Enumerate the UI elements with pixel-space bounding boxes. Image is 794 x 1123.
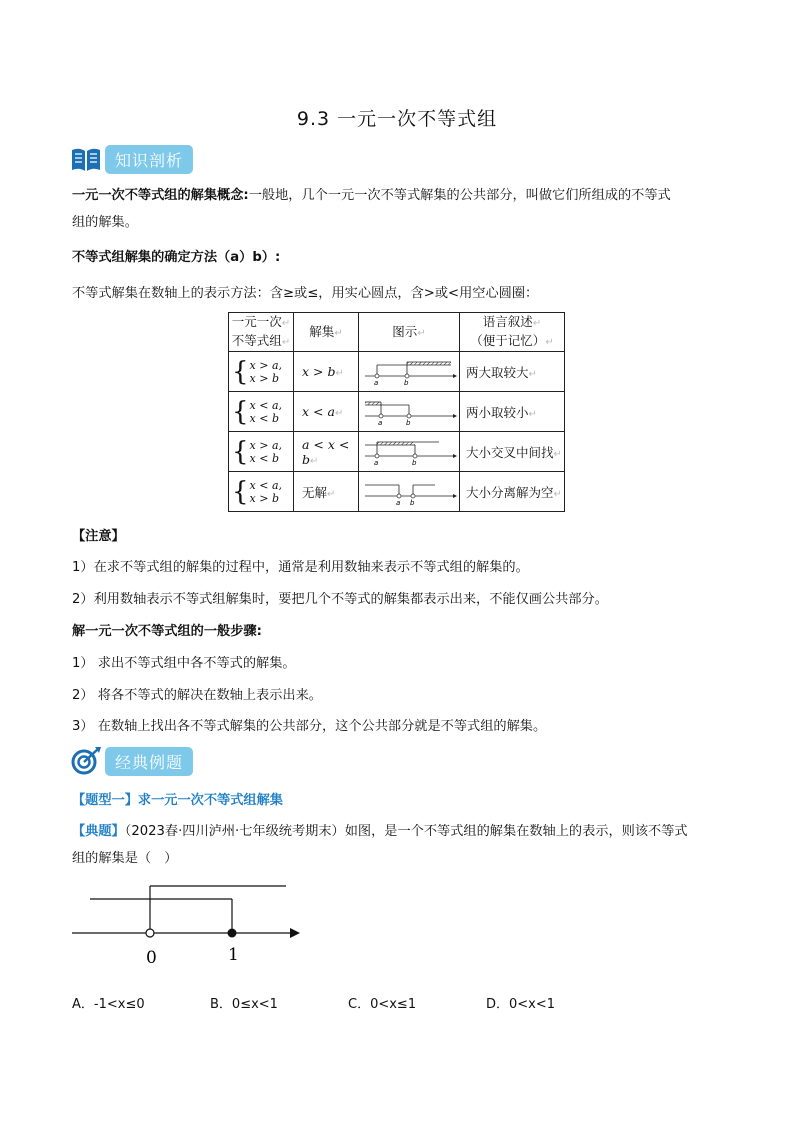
example-tag: 【典题】 [72,824,125,839]
solution-cell: x > b↵ [294,352,359,392]
phrase-cell: 大小交叉中间找↵ [460,432,565,472]
question-type-label: 【题型一】求一元一次不等式组解集 [72,793,283,808]
axis-label-a: a [374,459,379,467]
table-row [229,472,565,512]
phrase-cell: 大小分离解为空↵ [460,472,565,512]
example-text-1: 如图，是一个不等式组的解集在数轴上的表示，则该不等式 [344,824,688,839]
method-heading: 不等式组解集的确定方法（a）b）: [72,250,281,265]
axis-label-b: b [410,499,415,507]
header-system: 一元一次↵ 不等式组↵ [229,313,294,352]
solution-cell: a < x < b↵ [294,432,359,472]
number-line-diagram [359,392,459,428]
phrase-cell: 两大取较大↵ [460,352,565,392]
open-point-0 [146,929,154,937]
target-icon [70,746,102,776]
closed-point-1 [228,929,237,938]
option-c[interactable]: C．0<x≤1 [348,997,417,1012]
axis-arrow [290,928,300,938]
definition-term: 一元一次不等式组的解集概念: [72,188,249,203]
section-banner-examples [70,746,193,776]
table-row [229,352,565,392]
steps-heading: 解一元一次不等式组的一般步骤: [72,624,262,639]
system-cell: { x > a, x > b [229,352,294,392]
table-header-row [229,313,565,352]
open-book-icon [70,144,102,174]
axis-label-a: a [378,419,383,427]
axis-label-a: a [396,499,401,507]
system-cell: { x < a, x > b [229,472,294,512]
number-line-rule: 不等式解集在数轴上的表示方法：含≥或≤，用实心圆点，含>或<用空心圆圈： [72,286,539,301]
axis-label-b: b [404,379,409,387]
header-solution: 解集↵ [294,313,359,352]
section-label: 知识剖析 [105,145,193,174]
tick-label-0: 0 [146,948,157,968]
section-banner-knowledge [70,144,193,174]
system-cell: { x < a, x < b [229,392,294,432]
section-label: 经典例题 [105,747,193,776]
page-title: 9.3 一元一次不等式组 [296,108,498,130]
note-item-2: 2）利用数轴表示不等式组解集时，要把几个不等式的解集都表示出来，不能仅画公共部分。 [72,592,608,607]
definition-text-2: 组的解集。 [72,215,138,230]
diagram-cell [359,392,460,432]
definition-paragraph [72,182,724,236]
number-line-diagram [359,432,459,468]
number-line-diagram [359,352,459,388]
step-1: 1） 求出不等式组中各不等式的解集。 [72,656,296,671]
solution-cell: x < a↵ [294,392,359,432]
notes-heading: 【注意】 [72,529,125,544]
table-row [229,392,565,432]
step-3: 3） 在数轴上找出各不等式解集的公共部分，这个公共部分就是不等式组的解集。 [72,719,547,734]
solution-table [228,312,565,512]
table-row [229,432,565,472]
header-diagram: 图示↵ [359,313,460,352]
number-line-diagram [359,472,459,508]
option-a[interactable]: A．-1<x≤0 [72,997,145,1012]
diagram-cell [359,352,460,392]
phrase-cell: 两小取较小↵ [460,392,565,432]
header-phrase: 语言叙述↵ （便于记忆）↵ [460,313,565,352]
option-b[interactable]: B．0≤x<1 [210,997,278,1012]
system-cell: { x > a, x < b [229,432,294,472]
diagram-cell [359,432,460,472]
note-item-1: 1）在求不等式组的解集的过程中，通常是利用数轴来表示不等式组的解集的。 [72,560,529,575]
axis-label-b: b [412,459,417,467]
solution-cell: 无解↵ [294,472,359,512]
diagram-cell [359,472,460,512]
tick-label-1: 1 [228,945,239,965]
example-source: （2023春·四川泸州·七年级统考期末） [124,824,345,839]
example-question [72,818,724,872]
axis-label-b: b [406,419,411,427]
definition-text-1: 一般地，几个一元一次不等式解集的公共部分，叫做它们所组成的不等式 [248,188,671,203]
option-d[interactable]: D．0<x<1 [486,997,556,1012]
example-text-2: 组的解集是（ ） [72,851,178,866]
axis-label-a: a [374,379,379,387]
example-number-line-figure [70,878,310,970]
step-2: 2） 将各不等式的解决在数轴上表示出来。 [72,688,322,703]
